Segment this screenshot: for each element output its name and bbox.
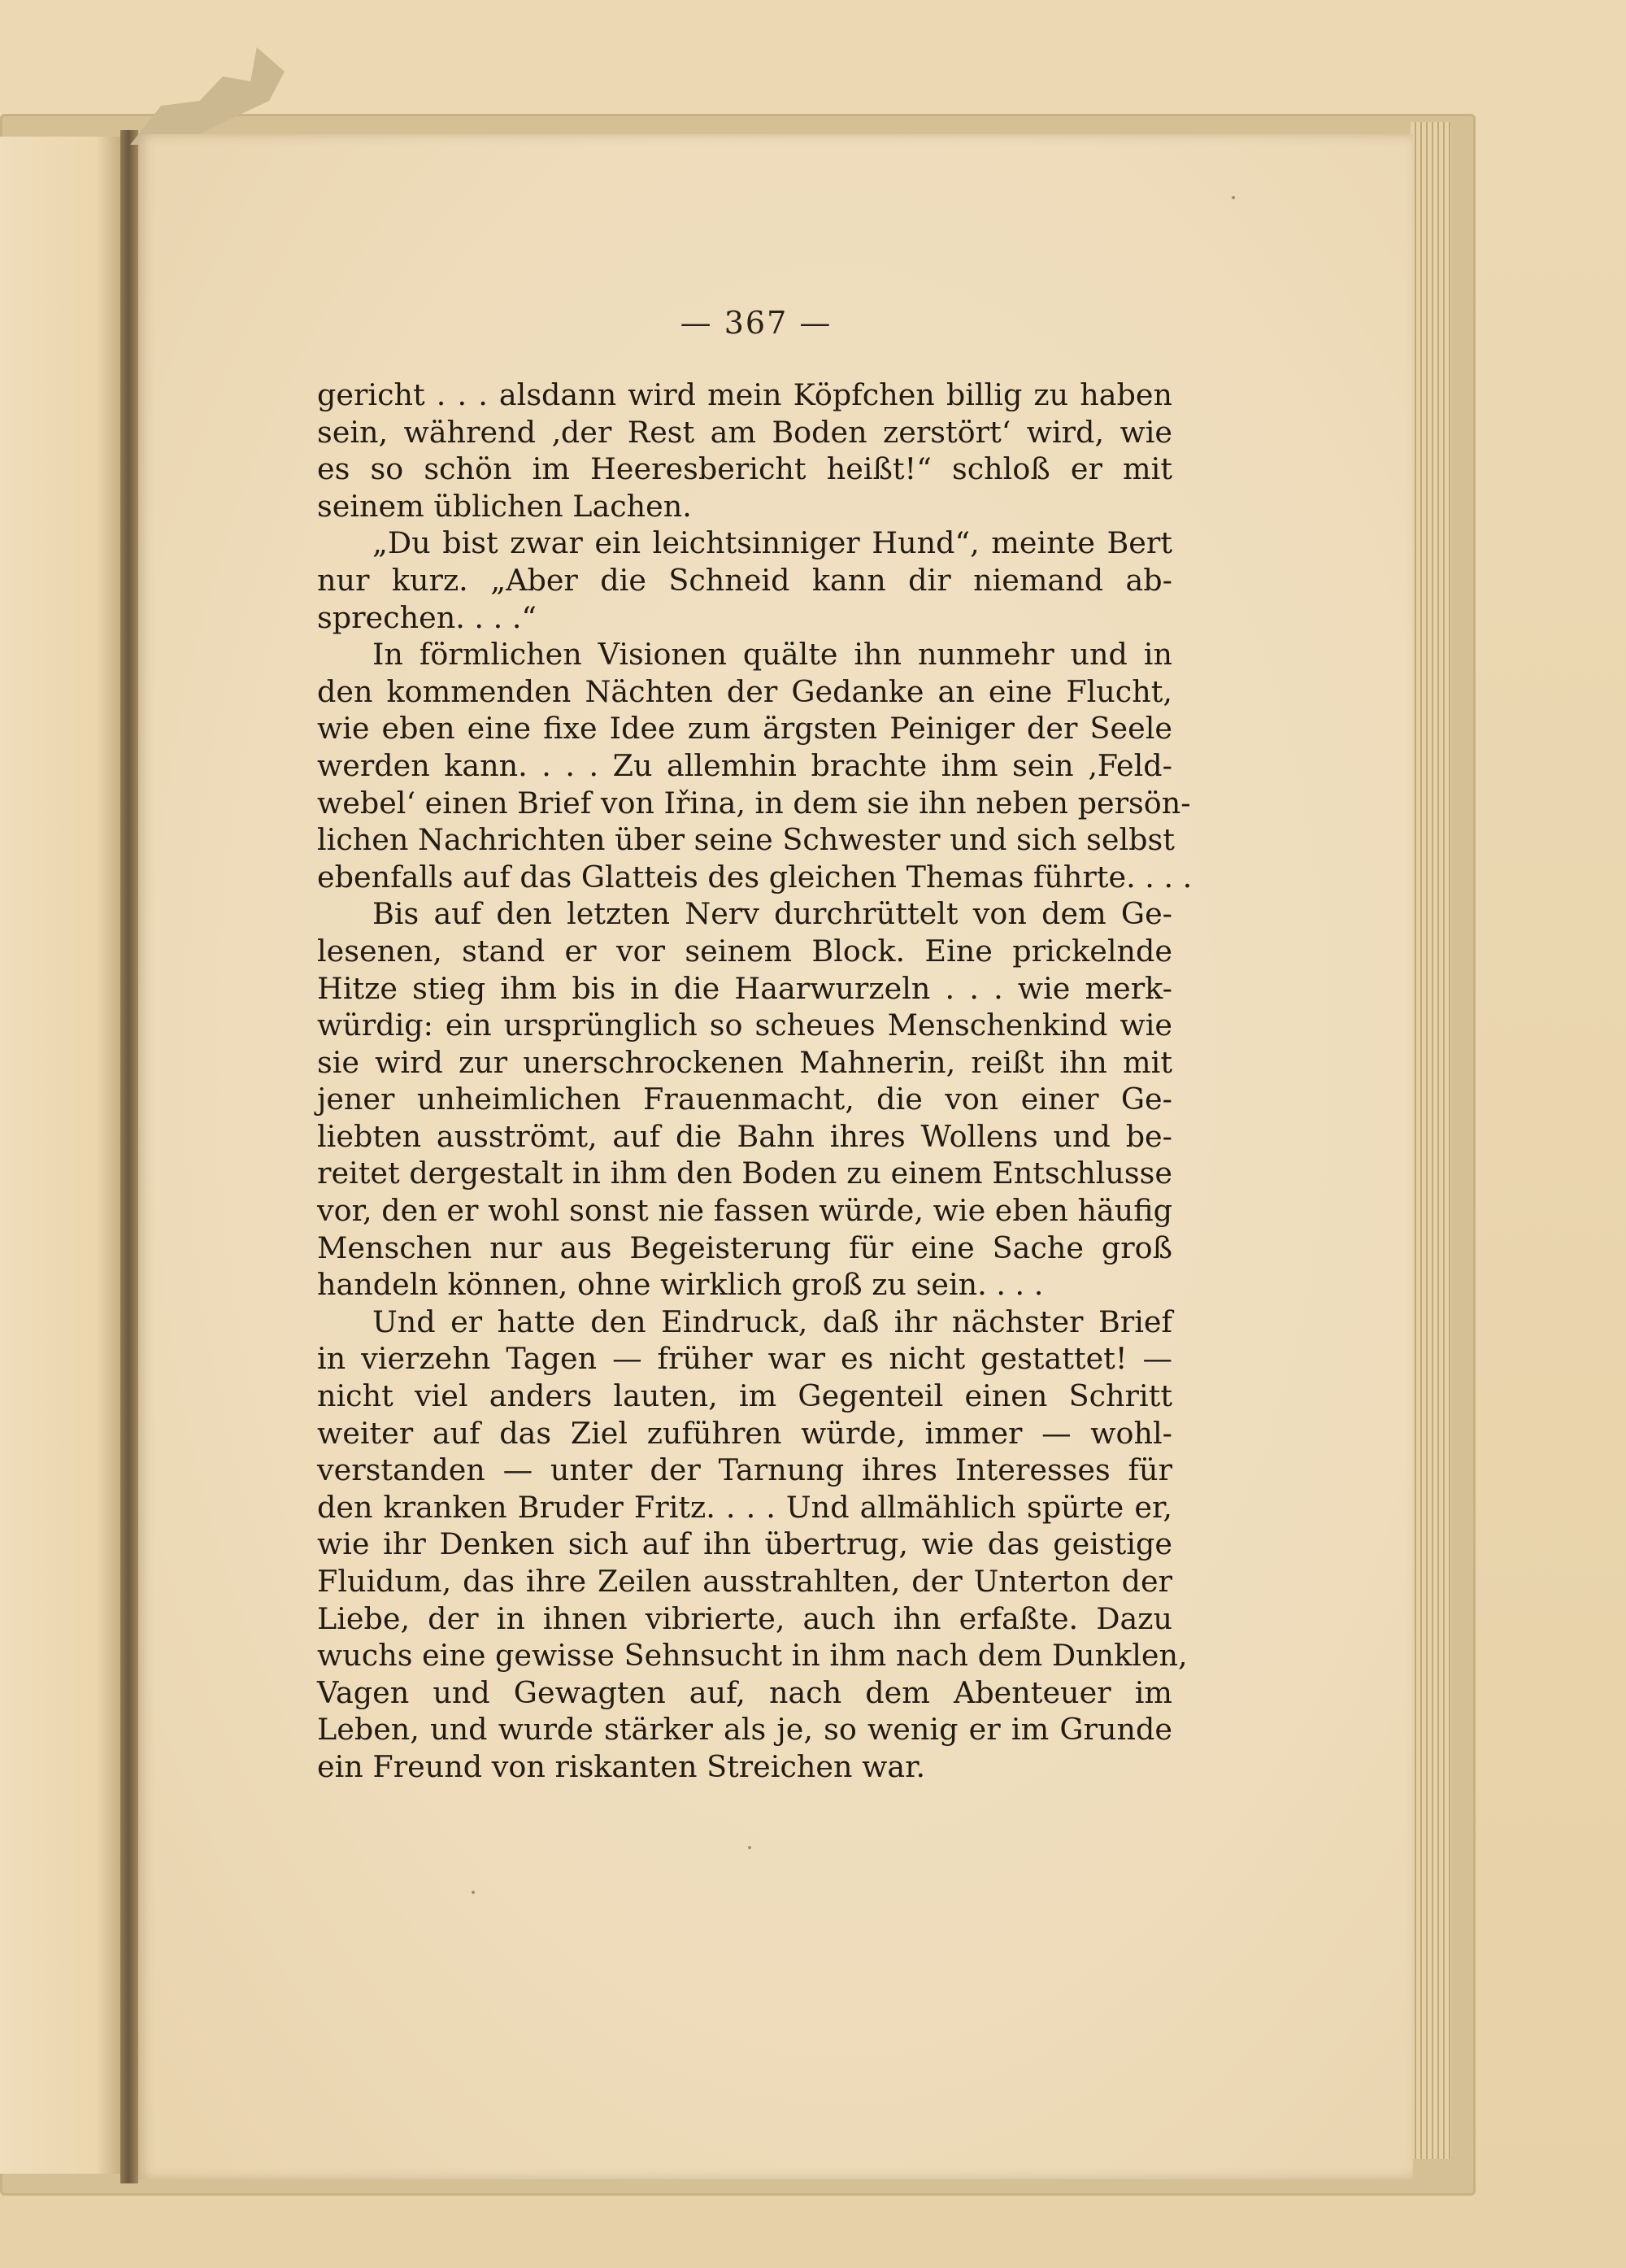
text-line: lichen Nachrichten über seine Schwester und sich selbst <box>317 822 1175 858</box>
text-line: Leben, und wurde stärker als je, so wenig er im Grunde <box>317 1712 1172 1748</box>
text-line: es so schön im Heeresbericht heißt!“ schloß er mit <box>317 451 1172 487</box>
text-line: Menschen nur aus Begeisterung für eine Sache groß <box>317 1230 1172 1265</box>
left-page-edge <box>0 137 120 2174</box>
text-line: werden kann. . . . Zu allemhin brachte ihm sein ‚Feld- <box>317 747 1172 783</box>
text-line: in vierzehn Tagen — früher war es nicht gestattet! — <box>317 1341 1172 1377</box>
body-text <box>317 377 1193 1786</box>
text-line: den kommenden Nächten der Gedanke an eine Flucht, <box>317 673 1172 709</box>
text-line: jener unheimlichen Frauenmacht, die von einer Ge- <box>317 1082 1172 1117</box>
text-line: seinem üblichen Lachen. <box>317 488 692 524</box>
text-line: würdig: ein ursprünglich so scheues Menschenkind wie <box>317 1008 1172 1043</box>
text-line: weiter auf das Ziel zuführen würde, immer — wohl- <box>317 1415 1172 1451</box>
text-line: „Du bist zwar ein leichtsinniger Hund“, meinte Bert <box>372 525 1172 561</box>
text-line: liebten ausströmt, auf die Bahn ihres Wollens und be- <box>317 1118 1172 1154</box>
text-line: sie wird zur unerschrockenen Mahnerin, reißt ihn mit <box>317 1044 1172 1080</box>
text-line: webel‘ einen Brief von Iřina, in dem sie ihn neben persön- <box>317 785 1191 821</box>
page-number: — 367 — <box>680 305 833 341</box>
text-line: gericht . . . alsdann wird mein Köpfchen billig zu haben <box>317 377 1172 412</box>
text-line: Bis auf den letzten Nerv durchrüttelt von dem Ge- <box>372 896 1172 932</box>
text-line: nicht viel anders lauten, im Gegenteil einen Schritt <box>317 1378 1172 1414</box>
text-line: nur kurz. „Aber die Schneid kann dir niemand ab- <box>317 562 1172 598</box>
paper-speck <box>472 1891 475 1894</box>
text-line: handeln können, ohne wirklich groß zu sein. . . . <box>317 1267 1044 1303</box>
text-line: sein, während ‚der Rest am Boden zerstört‘ wird, wie <box>317 414 1172 450</box>
text-line: Vagen und Gewagten auf, nach dem Abenteuer im <box>317 1674 1172 1710</box>
text-line: ein Freund von riskanten Streichen war. <box>317 1748 926 1784</box>
text-line: Und er hatte den Eindruck, daß ihr nächster Brief <box>372 1304 1172 1339</box>
text-line: sprechen. . . .“ <box>317 599 537 635</box>
text-line: den kranken Bruder Fritz. . . . Und allmählich spürte er, <box>317 1489 1172 1525</box>
text-line: Fluidum, das ihre Zeilen ausstrahlten, der Unterton der <box>317 1564 1172 1599</box>
text-line: wie eben eine fixe Idee zum ärgsten Peiniger der Seele <box>317 711 1172 747</box>
text-line: verstanden — unter der Tarnung ihres Interesses für <box>317 1452 1172 1488</box>
text-line: reitet dergestalt in ihm den Boden zu einem Entschlusse <box>317 1156 1172 1191</box>
text-line: wuchs eine gewisse Sehnsucht in ihm nach dem Dunklen, <box>317 1638 1188 1674</box>
text-line: Liebe, der in ihnen vibrierte, auch ihn erfaßte. Dazu <box>317 1600 1172 1636</box>
book-spine-gutter <box>120 130 138 2183</box>
paper-speck <box>1232 196 1235 199</box>
text-line: ebenfalls auf das Glatteis des gleichen Themas führte. . . . <box>317 859 1193 895</box>
text-line: wie ihr Denken sich auf ihn übertrug, wie das geistige <box>317 1526 1172 1562</box>
text-line: lesenen, stand er vor seinem Block. Eine prickelnde <box>317 933 1172 969</box>
text-line: In förmlichen Visionen quälte ihn nunmehr und in <box>372 637 1172 673</box>
text-line: vor, den er wohl sonst nie fassen würde, wie eben häufig <box>317 1193 1172 1229</box>
paper-speck <box>748 1846 751 1849</box>
stacked-page-edges <box>1411 122 1451 2159</box>
text-line: Hitze stieg ihm bis in die Haarwurzeln . . . wie merk- <box>317 970 1172 1006</box>
